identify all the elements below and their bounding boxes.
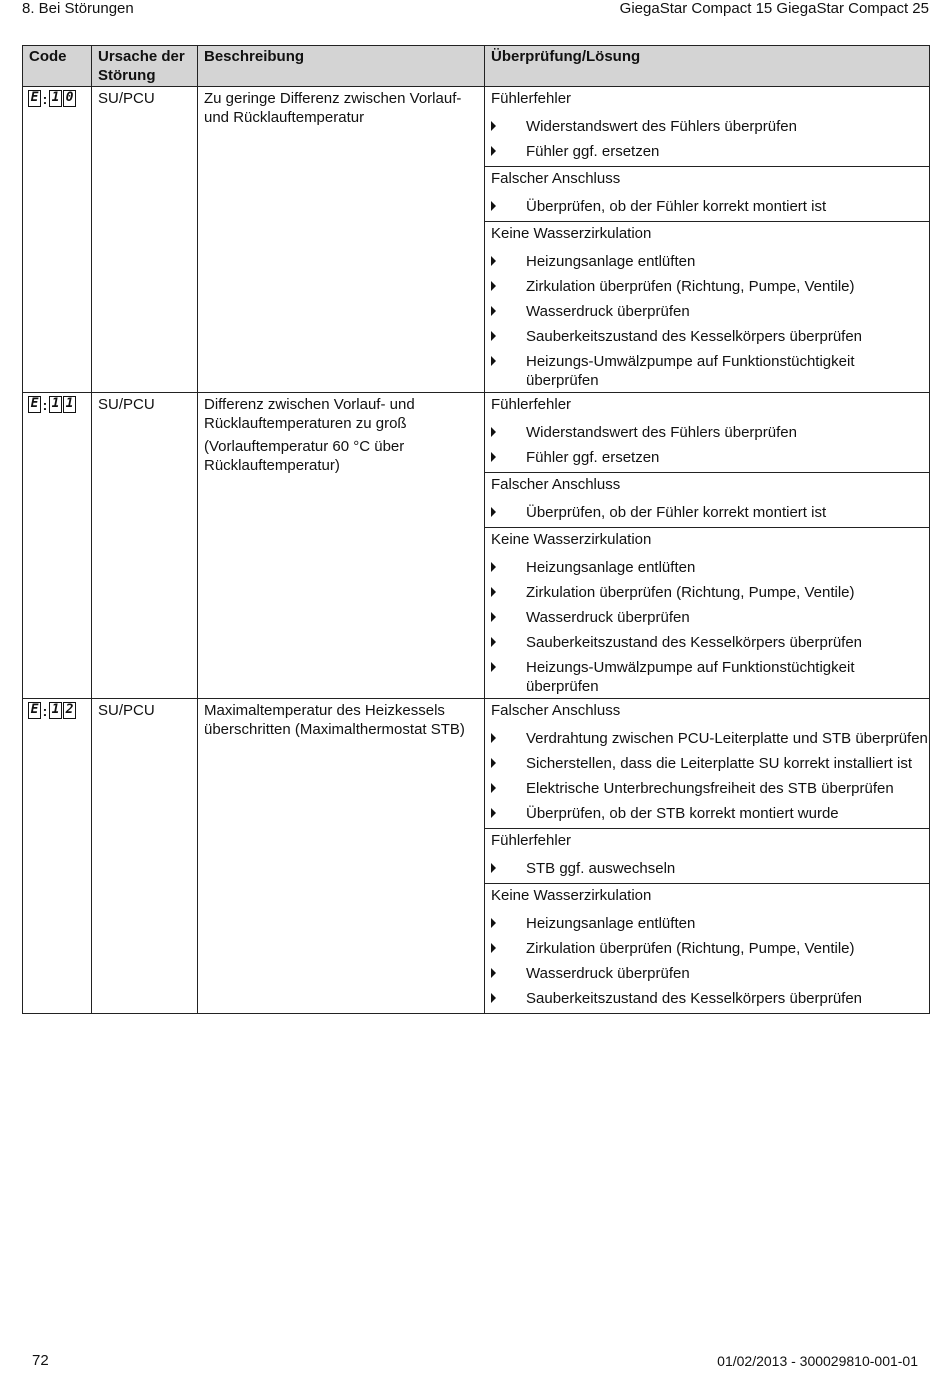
bullet-arrow-icon [491,943,496,953]
table-body [23,87,930,1014]
bullet-arrow-icon [491,356,496,366]
solution-item-text: Heizungsanlage entlüften [526,253,696,270]
solution-item-text: Heizungs-Umwälzpumpe auf Funktionstüchtigkeit überprüfen [526,659,855,695]
description-text [198,87,484,127]
bullet-arrow-icon [491,637,496,647]
bullet-arrow-icon [491,993,496,1003]
solution-item-text: Fühler ggf. ersetzen [526,143,660,160]
cause-cell [92,393,198,699]
solution-item [485,655,929,696]
solution-group [485,528,929,698]
error-code-table [22,45,930,1014]
code-digit: 1 [49,90,62,107]
solution-item-text: Sauberkeitszustand des Kesselkörpers überprüfen [526,634,863,651]
bullet-arrow-icon [491,331,496,341]
solution-list [485,500,929,527]
code-digit: 1 [49,702,62,719]
solution-item [485,630,929,655]
solution-list [485,911,929,1013]
product-title: GiegaStar Compact 15 GiegaStar Compact 25 [619,0,929,17]
solution-list [485,726,929,828]
solution-group [485,829,929,884]
code-digit: 2 [63,702,76,719]
description-text [198,699,484,739]
bullet-arrow-icon [491,306,496,316]
description-text [198,393,484,475]
bullet-arrow-icon [491,256,496,266]
solution-item [485,726,929,751]
solution-item-text: Überprüfen, ob der STB korrekt montiert wurde [526,805,839,822]
solution-heading: Keine Wasserzirkulation [491,225,652,242]
bullet-arrow-icon [491,562,496,572]
description-paragraph: Maximaltemperatur des Heizkessels überschritten (Maximalthermostat STB) [204,702,465,738]
solution-item [485,801,929,826]
section-title: 8. Bei Störungen [22,0,134,17]
description-paragraph: Zu geringe Differenz zwischen Vorlauf- und Rücklauftemperatur [204,90,462,126]
solution-item-text: Zirkulation überprüfen (Richtung, Pumpe, Ventile) [526,584,855,601]
description-paragraph: Differenz zwischen Vorlauf- und Rücklauftemperaturen zu groß [204,396,415,432]
bullet-arrow-icon [491,808,496,818]
bullet-arrow-icon [491,662,496,672]
solution-item [485,555,929,580]
solution-item [485,605,929,630]
solution-group [485,699,929,829]
solution-item-text: Wasserdruck überprüfen [526,609,690,626]
table-row [23,393,930,699]
solution-item [485,114,929,139]
cause-text: SU/PCU [98,702,155,719]
bullet-arrow-icon [491,863,496,873]
cause-cell [92,87,198,393]
table-row [23,699,930,1014]
code-separator: : [42,90,48,107]
solution-item-text: Widerstandswert des Fühlers überprüfen [526,118,797,135]
bullet-arrow-icon [491,612,496,622]
solution-item-text: Fühler ggf. ersetzen [526,449,660,466]
solution-heading: Keine Wasserzirkulation [491,887,652,904]
bullet-arrow-icon [491,427,496,437]
cause-cell [92,699,198,1014]
solution-item [485,420,929,445]
description-cell [198,87,485,393]
cause-text: SU/PCU [98,396,155,413]
bullet-arrow-icon [491,281,496,291]
bullet-arrow-icon [491,507,496,517]
code-digit: E [28,90,41,107]
code-digit: E [28,702,41,719]
solution-group [485,87,929,167]
description-cell [198,699,485,1014]
solution-item-text: Überprüfen, ob der Fühler korrekt montiert ist [526,198,827,215]
solution-item-text: Heizungs-Umwälzpumpe auf Funktionstüchtigkeit überprüfen [526,353,855,389]
bullet-arrow-icon [491,587,496,597]
solution-item-text: STB ggf. auswechseln [526,860,676,877]
column-header-cause: Ursache der Störung [92,46,198,87]
error-code-display [23,393,91,413]
solution-list [485,114,929,166]
code-separator: : [42,702,48,719]
bullet-arrow-icon [491,918,496,928]
solution-group [485,167,929,222]
solution-item-text: Überprüfen, ob der Fühler korrekt montiert ist [526,504,827,521]
document-reference: 01/02/2013 - 300029810-001-01 [717,1353,918,1369]
bullet-arrow-icon [491,968,496,978]
table-row [23,87,930,393]
solution-item [485,961,929,986]
solution-list [485,420,929,472]
code-digit: 0 [63,90,76,107]
solution-list [485,555,929,698]
solution-item-text: Sauberkeitszustand des Kesselkörpers überprüfen [526,328,863,345]
bullet-arrow-icon [491,146,496,156]
solution-heading: Fühlerfehler [491,396,572,413]
solution-item [485,936,929,961]
solution-item-text: Wasserdruck überprüfen [526,303,690,320]
solution-item-text: Heizungsanlage entlüften [526,559,696,576]
bullet-arrow-icon [491,452,496,462]
code-digit: E [28,396,41,413]
solution-item-text: Elektrische Unterbrechungsfreiheit des STB überprüfen [526,780,894,797]
solution-item [485,911,929,936]
code-cell [23,699,92,1014]
code-digit: 1 [63,396,76,413]
solution-item-text: Zirkulation überprüfen (Richtung, Pumpe, Ventile) [526,278,855,295]
solution-item-text: Verdrahtung zwischen PCU-Leiterplatte und STB überprüfen [526,730,928,747]
bullet-arrow-icon [491,121,496,131]
solution-list [485,249,929,392]
column-header-solution: Überprüfung/Lösung [485,46,930,87]
solution-item-text: Sicherstellen, dass die Leiterplatte SU korrekt installiert ist [526,755,913,772]
solution-heading: Fühlerfehler [491,90,572,107]
error-code-display [23,699,91,719]
solution-heading: Falscher Anschluss [491,170,621,187]
solution-cell [485,393,930,699]
page-number: 72 [32,1352,49,1369]
bullet-arrow-icon [491,783,496,793]
solution-item-text: Wasserdruck überprüfen [526,965,690,982]
solution-cell [485,87,930,393]
solution-item [485,751,929,776]
solution-item [485,445,929,470]
solution-item [485,500,929,525]
solution-heading: Falscher Anschluss [491,702,621,719]
solution-group [485,222,929,392]
column-header-code: Code [23,46,92,87]
cause-text: SU/PCU [98,90,155,107]
solution-item-text: Widerstandswert des Fühlers überprüfen [526,424,797,441]
solution-heading: Keine Wasserzirkulation [491,531,652,548]
code-separator: : [42,396,48,413]
solution-item-text: Sauberkeitszustand des Kesselkörpers überprüfen [526,990,863,1007]
solution-item [485,776,929,801]
code-cell [23,87,92,393]
code-cell [23,393,92,699]
solution-item [485,349,929,390]
solution-group [485,884,929,1013]
description-cell [198,393,485,699]
solution-item [485,324,929,349]
solution-item [485,580,929,605]
description-paragraph: (Vorlauftemperatur 60 °C über Rücklauftemperatur) [204,438,405,474]
solution-heading: Falscher Anschluss [491,476,621,493]
solution-group [485,473,929,528]
table-header-row [23,46,930,87]
column-header-description: Beschreibung [198,46,485,87]
solution-group [485,393,929,473]
solution-item-text: Heizungsanlage entlüften [526,915,696,932]
bullet-arrow-icon [491,733,496,743]
solution-item [485,249,929,274]
solution-heading: Fühlerfehler [491,832,572,849]
solution-item [485,856,929,881]
solution-item [485,986,929,1011]
code-digit: 1 [49,396,62,413]
solution-list [485,194,929,221]
solution-item-text: Zirkulation überprüfen (Richtung, Pumpe, Ventile) [526,940,855,957]
solution-item [485,274,929,299]
bullet-arrow-icon [491,201,496,211]
solution-list [485,856,929,883]
solution-item [485,139,929,164]
solution-item [485,194,929,219]
solution-cell [485,699,930,1014]
error-code-display [23,87,91,107]
bullet-arrow-icon [491,758,496,768]
solution-item [485,299,929,324]
